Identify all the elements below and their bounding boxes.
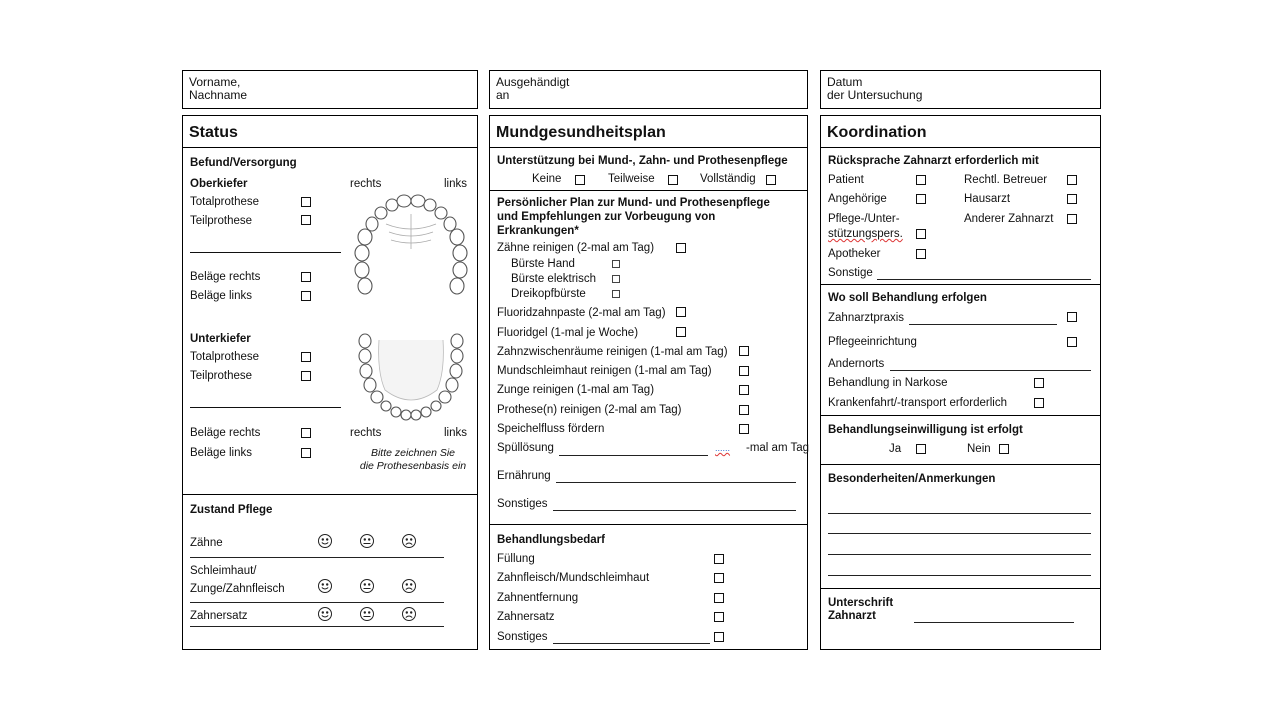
- plan-item-speichelfluss: Speichelfluss fördern: [497, 423, 605, 435]
- wo-krankenfahrt-label: Krankenfahrt/-transport erforderlich: [828, 397, 1007, 409]
- bedarf-sonstiges-input[interactable]: [553, 643, 710, 644]
- status-title: Status: [189, 124, 238, 141]
- plan-prothese-checkbox[interactable]: [739, 405, 749, 415]
- bad-smiley-icon: [403, 608, 416, 621]
- signature-line[interactable]: [914, 622, 1074, 623]
- ernaehrung-label: Ernährung: [497, 470, 551, 482]
- spuelloesung-label: Spüllösung: [497, 442, 554, 454]
- besonderheiten-heading: Besonderheiten/Anmerkungen: [828, 473, 996, 485]
- koord-angehoerige-checkbox[interactable]: [916, 194, 926, 204]
- good-smiley-icon: [319, 580, 332, 593]
- uk-total-checkbox[interactable]: [301, 352, 311, 362]
- uk-total-label: Totalprothese: [190, 351, 260, 363]
- bedarf-sonstiges-checkbox[interactable]: [714, 632, 724, 642]
- support-none-checkbox[interactable]: [575, 175, 585, 185]
- wo-pflegeeinrichtung-label: Pflegeeinrichtung: [828, 336, 917, 348]
- ok-belaege-links-checkbox[interactable]: [301, 291, 311, 301]
- plan-dreikopf-checkbox[interactable]: [612, 290, 620, 298]
- uk-teil-checkbox[interactable]: [301, 371, 311, 381]
- mal-am-tag-label: -mal am Tag: [746, 442, 810, 454]
- koord-hausarzt-label: Hausarzt: [964, 193, 1011, 205]
- zustand-schleimhaut-label: Schleimhaut/ Zunge/Zahnfleisch: [190, 565, 285, 595]
- spuelloesung-input[interactable]: [559, 455, 708, 456]
- uk-teil-label: Teilprothese: [190, 370, 253, 382]
- wo-heading: Wo soll Behandlung erfolgen: [828, 292, 987, 304]
- plan-item-mundschleimhaut: Mundschleimhaut reinigen (1-mal am Tag): [497, 365, 712, 377]
- bedarf-heading: Behandlungsbedarf: [497, 534, 605, 546]
- unterkiefer-heading: Unterkiefer: [190, 333, 251, 345]
- smiley-row-zahnersatz[interactable]: [317, 606, 421, 622]
- notes-line-4[interactable]: [828, 575, 1091, 576]
- plan-zunge-checkbox[interactable]: [739, 385, 749, 395]
- ok-teil-checkbox[interactable]: [301, 215, 311, 225]
- oberkiefer-heading: Oberkiefer: [190, 178, 248, 190]
- plan-buerste-elektrisch-checkbox[interactable]: [612, 275, 620, 283]
- koord-angehoerige-label: Angehörige: [828, 193, 887, 205]
- links-label-bottom: links: [444, 427, 468, 439]
- einwilligung-ja-checkbox[interactable]: [916, 444, 926, 454]
- plan-buerste-hand-checkbox[interactable]: [612, 260, 620, 268]
- einwilligung-heading: Behandlungseinwilligung ist erfolgt: [828, 424, 1023, 436]
- koord-zahnarzt-checkbox[interactable]: [1067, 214, 1077, 224]
- koord-pflege-label-2: stützungspers.: [828, 228, 903, 240]
- plan-item-prothese: Prothese(n) reinigen (2-mal am Tag): [497, 404, 682, 416]
- drawing-hint: Bitte zeichnen Sie die Prothesenbasis ein: [359, 447, 467, 472]
- koordination-panel: [820, 115, 1101, 650]
- smiley-row-schleimhaut[interactable]: [317, 578, 421, 594]
- wo-praxis-input[interactable]: [909, 324, 1057, 325]
- bedarf-fuellung-label: Füllung: [497, 553, 535, 565]
- support-heading: Unterstützung bei Mund-, Zahn- und Prothesenpflege: [497, 155, 788, 167]
- ok-total-checkbox[interactable]: [301, 197, 311, 207]
- koord-apotheker-checkbox[interactable]: [916, 249, 926, 259]
- wo-krankenfahrt-checkbox[interactable]: [1034, 398, 1044, 408]
- wo-praxis-checkbox[interactable]: [1067, 312, 1077, 322]
- personal-plan-heading: Persönlicher Plan zur Mund- und Prothesenpflege und Empfehlungen zur Vorbeugung von Erkrankungen*: [497, 197, 770, 237]
- ok-belaege-links-label: Beläge links: [190, 290, 253, 302]
- uk-belaege-links-label: Beläge links: [190, 447, 253, 459]
- rechts-label-top: rechts: [350, 178, 382, 190]
- ruecksprache-heading: Rücksprache Zahnarzt erforderlich mit: [828, 155, 1039, 167]
- plan-item-zwischenraeume: Zahnzwischenräume reinigen (1-mal am Tag): [497, 346, 728, 358]
- notes-line-3[interactable]: [828, 554, 1091, 555]
- support-none-label: Keine: [532, 173, 562, 185]
- mal-prefix: ......: [715, 443, 731, 453]
- plan-item-zunge: Zunge reinigen (1-mal am Tag): [497, 384, 655, 396]
- koord-zahnarzt-label: Anderer Zahnarzt: [964, 213, 1054, 225]
- plan-fluoridzahnpaste-checkbox[interactable]: [676, 307, 686, 317]
- wo-andernorts-input[interactable]: [890, 370, 1091, 371]
- koord-pflege-label: Pflege-/Unter-: [828, 213, 900, 225]
- koord-betreuer-checkbox[interactable]: [1067, 175, 1077, 185]
- support-full-label: Vollständig: [700, 173, 756, 185]
- bedarf-zahnentfernung-checkbox[interactable]: [714, 593, 724, 603]
- zustand-zaehne-label: Zähne: [190, 537, 223, 549]
- plan-zwischenraeume-checkbox[interactable]: [739, 346, 749, 356]
- zustand-title: Zustand Pflege: [190, 504, 273, 516]
- plan-speichelfluss-checkbox[interactable]: [739, 424, 749, 434]
- bedarf-sonstiges-label: Sonstiges: [497, 631, 548, 643]
- plan-fluoridgel-checkbox[interactable]: [676, 327, 686, 337]
- bad-smiley-icon: [403, 535, 416, 548]
- rechts-label-bottom: rechts: [350, 427, 382, 439]
- bedarf-zahnfleisch-label: Zahnfleisch/Mundschleimhaut: [497, 572, 650, 584]
- smiley-row-zaehne[interactable]: [317, 533, 421, 549]
- unterschrift-label: Unterschrift Zahnarzt: [828, 597, 894, 622]
- bedarf-zahnersatz-checkbox[interactable]: [714, 612, 724, 622]
- good-smiley-icon: [319, 608, 332, 621]
- einwilligung-ja-label: Ja: [889, 443, 902, 455]
- support-partial-checkbox[interactable]: [668, 175, 678, 185]
- einwilligung-nein-checkbox[interactable]: [999, 444, 1009, 454]
- plan-sonstiges-input[interactable]: [553, 510, 796, 511]
- uk-belaege-links-checkbox[interactable]: [301, 448, 311, 458]
- neutral-smiley-icon: [361, 608, 374, 621]
- plan-title: Mundgesundheitsplan: [496, 124, 666, 141]
- notes-line-2[interactable]: [828, 533, 1091, 534]
- exam-date-field[interactable]: [820, 70, 1101, 109]
- zustand-zahnersatz-label: Zahnersatz: [190, 610, 248, 622]
- plan-mundschleimhaut-checkbox[interactable]: [739, 366, 749, 376]
- links-label-top: links: [444, 178, 468, 190]
- neutral-smiley-icon: [361, 535, 374, 548]
- name-field[interactable]: [182, 70, 478, 109]
- befund-heading: Befund/Versorgung: [190, 157, 297, 169]
- plan-item-buerste-elektrisch: Bürste elektrisch: [511, 273, 597, 285]
- neutral-smiley-icon: [361, 580, 374, 593]
- wo-narkose-label: Behandlung in Narkose: [828, 377, 948, 389]
- uk-belaege-rechts-checkbox[interactable]: [301, 428, 311, 438]
- plan-item-fluoridgel: Fluoridgel (1-mal je Woche): [497, 327, 639, 339]
- koordination-title: Koordination: [827, 124, 927, 141]
- ok-belaege-rechts-label: Beläge rechts: [190, 271, 261, 283]
- ok-total-label: Totalprothese: [190, 196, 260, 208]
- handed-out-field[interactable]: [489, 70, 808, 109]
- wo-narkose-checkbox[interactable]: [1034, 378, 1044, 388]
- handed-out-label: Ausgehändigt an: [496, 75, 570, 102]
- notes-line-1[interactable]: [828, 513, 1091, 514]
- bedarf-fuellung-checkbox[interactable]: [714, 554, 724, 564]
- plan-item-fluoridzahnpaste: Fluoridzahnpaste (2-mal am Tag): [497, 307, 666, 319]
- good-smiley-icon: [319, 535, 332, 548]
- koord-pflege-checkbox[interactable]: [916, 229, 926, 239]
- ok-teil-label: Teilprothese: [190, 215, 253, 227]
- bedarf-zahnfleisch-checkbox[interactable]: [714, 573, 724, 583]
- bedarf-zahnentfernung-label: Zahnentfernung: [497, 592, 579, 604]
- ok-belaege-rechts-checkbox[interactable]: [301, 272, 311, 282]
- upper-jaw-diagram[interactable]: [351, 194, 471, 298]
- bad-smiley-icon: [403, 580, 416, 593]
- status-panel: [182, 115, 478, 650]
- wo-praxis-label: Zahnarztpraxis: [828, 312, 905, 324]
- bedarf-zahnersatz-label: Zahnersatz: [497, 611, 555, 623]
- wo-andernorts-label: Andernorts: [828, 358, 885, 370]
- plan-item-buerste-hand: Bürste Hand: [511, 258, 575, 270]
- koord-sonstige-input[interactable]: [877, 279, 1091, 280]
- plan-item-dreikopf: Dreikopfbürste: [511, 288, 586, 300]
- koord-apotheker-label: Apotheker: [828, 248, 881, 260]
- plan-sonstiges-label: Sonstiges: [497, 498, 548, 510]
- support-partial-label: Teilweise: [608, 173, 655, 185]
- exam-date-label: Datum der Untersuchung: [827, 75, 923, 102]
- uk-belaege-rechts-label: Beläge rechts: [190, 427, 261, 439]
- plan-zaehne-checkbox[interactable]: [676, 243, 686, 253]
- einwilligung-nein-label: Nein: [967, 443, 991, 455]
- name-label: Vorname, Nachname: [189, 75, 248, 102]
- koord-patient-label: Patient: [828, 174, 864, 186]
- ernaehrung-input[interactable]: [556, 482, 796, 483]
- koord-sonstige-label: Sonstige: [828, 267, 873, 279]
- koord-patient-checkbox[interactable]: [916, 175, 926, 185]
- support-full-checkbox[interactable]: [766, 175, 776, 185]
- lower-jaw-diagram[interactable]: [355, 332, 467, 422]
- koord-hausarzt-checkbox[interactable]: [1067, 194, 1077, 204]
- wo-pflegeeinrichtung-checkbox[interactable]: [1067, 337, 1077, 347]
- plan-panel: [489, 115, 808, 650]
- plan-item-zaehne: Zähne reinigen (2-mal am Tag): [497, 242, 655, 254]
- koord-betreuer-label: Rechtl. Betreuer: [964, 174, 1048, 186]
